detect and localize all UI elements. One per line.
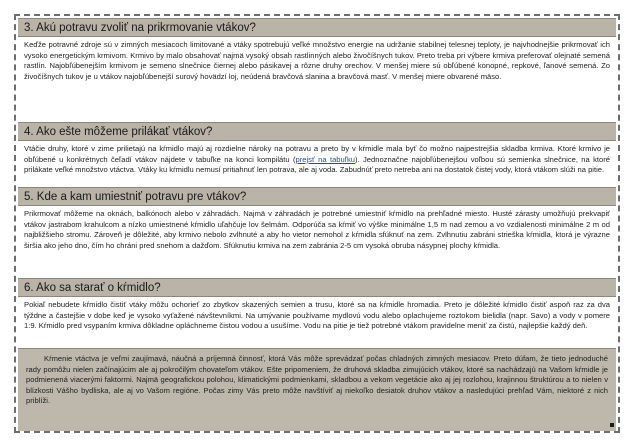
section-5-text: Prikrmovať môžeme na oknách, balkónoch alebo v záhradách. Najmä v záhradách je potrebné umiestniť kŕmidlo na prehľadné miesto. Husté zárasty umožňujú prekvapiť vtákov jastrabom krahulcom a nízko umiestnené kŕmidlo uľahčuje lov šelmám. Odporúča sa kŕmiť vo výške minimálne 1,5 m nad zemou a vo vzdialenosti minimálne 2 m od najbližšieho stromu. Zároveň je dôležité, aby krmivo nebolo zvlhnuté a aby ho vietor nemohol z kŕmidla sfúknuť na zem. Zvlhnutiu zabráni strieška kŕmidla, ktorá je výrazne širšia ako jeho dno, čím ho chráni pred snehom a dažďom. Sfúknutiu krmiva na zem zabránia 2-5 cm vysoká obruba násypnej plochy kŕmidla. — [24, 209, 610, 250]
section-4-body — [18, 142, 616, 192]
section-3-text: Keďže potravné zdroje sú v zimných mesiacoch limitované a vtáky spotrebujú veľké množstvo energie na udržanie stabilnej telesnej teploty, je najvhodnejšie prikrmovať ich vysoko energetickým krmivom. Krmivo by malo obsahovať najmä vysoký obsah rastlinných alebo živočíšnych tukov. Preto treba pri výbere krmiva preferovať olejnaté semená rastlín. Najobľúbenejším krmivom je semeno slnečnice čiernej alebo pásikavej a rôzne druhy orechov. V menšej miere sú obľúbené konopné, repkové, ľanové semená. Zo živočíšnych tukov je u vtákov najobľúbenejší surový hovädzí loj, neúdená bravčová slanina a bravčová masť. V menšej miere obvarené mäso. — [24, 40, 610, 81]
section-5-title: 5. Kde a kam umiestniť potravu pre vtákov? — [24, 190, 247, 203]
page-frame — [14, 14, 620, 433]
section-3-title: 3. Akú potravu zvoliť na prikrmovanie vtákov? — [24, 21, 256, 34]
section-3-heading — [18, 18, 616, 37]
corner-marker — [610, 423, 614, 427]
section-4-heading — [18, 122, 616, 141]
table-link[interactable]: prejsť na tabuľku — [295, 154, 355, 164]
section-3-body — [18, 38, 616, 122]
section-6-body — [18, 298, 616, 348]
summary-box — [18, 348, 616, 431]
section-5-heading — [18, 187, 616, 206]
section-6-text: Pokiaľ nebudete kŕmidlo čistiť vtáky môžu ochorieť zo zbytkov skazených semien a trusu, ktoré sa na kŕmidle hromadia. Preto je dôležité kŕmidlo čistiť aspoň raz za dva týždne a častejšie v dobe keď je vysoko vyťažené návštevníkmi. Na umývanie používame mydlovú vodu alebo oplachujeme roztokom bielidla (napr. Savo) a vody v pomere 1:9. Kŕmidlo pred vsypaním krmiva dôkladne opláchneme čistou vodou a usušíme. Vodu na pitie je tiež potrebné vtákom pravidelne meniť za čistú, najlepšie každý deň. — [24, 300, 610, 331]
section-4-text-start: Vtáčie druhy, ktoré v zime prilietajú na kŕmidlo majú aj rozdielne nároky na potravu a preto by v kŕmidle mala byť čo možno najpestrejšia skladba krmiva. Ktoré krmivo je obľúbené u konkrétnych čeľadí vtákov nájdete v tabuľke na konci kompilátu ( — [24, 144, 610, 164]
section-6-title: 6. Ako sa starať o kŕmidlo? — [24, 281, 161, 294]
section-6-heading — [18, 278, 616, 297]
summary-text: Kŕmenie vtáctva je veľmi zaujímavá, náučná a príjemná činnosť, ktorá Vás môže sprevádzať počas chladných zimných mesiacov. Preto dúfam, že tieto jednoduché rady pomôžu nielen začínajúcim ale aj pokročilým chovateľom vtákov. Ešte pripomeniem, že druhová skladba zimujúcich vtákov, ktoré sa nachádzajú na Vašom kŕmidle je podmienená viacerými faktormi. Najmä geografickou polohou, klimatickými podmienkami, skladbou a vekom vegetácie ako aj jej rozlohou, krajinnou štruktúrou a to nielen v blízkosti Vášho bydliska, ale aj vo Vašom regióne. Počas zimy Vás preto môže navštíviť aj niekoľko desiatok druhov vtákov a nasledujúci prehľad Vám, niektoré z nich priblíži. — [26, 354, 608, 406]
section-4-text — [24, 144, 610, 176]
section-5-body — [18, 207, 616, 277]
section-4-text-end: ). Jednoznačne najobľúbenejšou voľbou sú semienka slnečnice, na ktoré prilákate veľké množstvo vtáctva. Vtáky ku kŕmidlu nemusí pritiahnuť len potrava, ale aj voda. Zabudnúť preto netreba ani na dostatok čistej vody, ktorá vtákom slúži na pitie. — [24, 154, 610, 175]
section-4-title: 4. Ako ešte môžeme prilákať vtákov? — [24, 125, 213, 138]
